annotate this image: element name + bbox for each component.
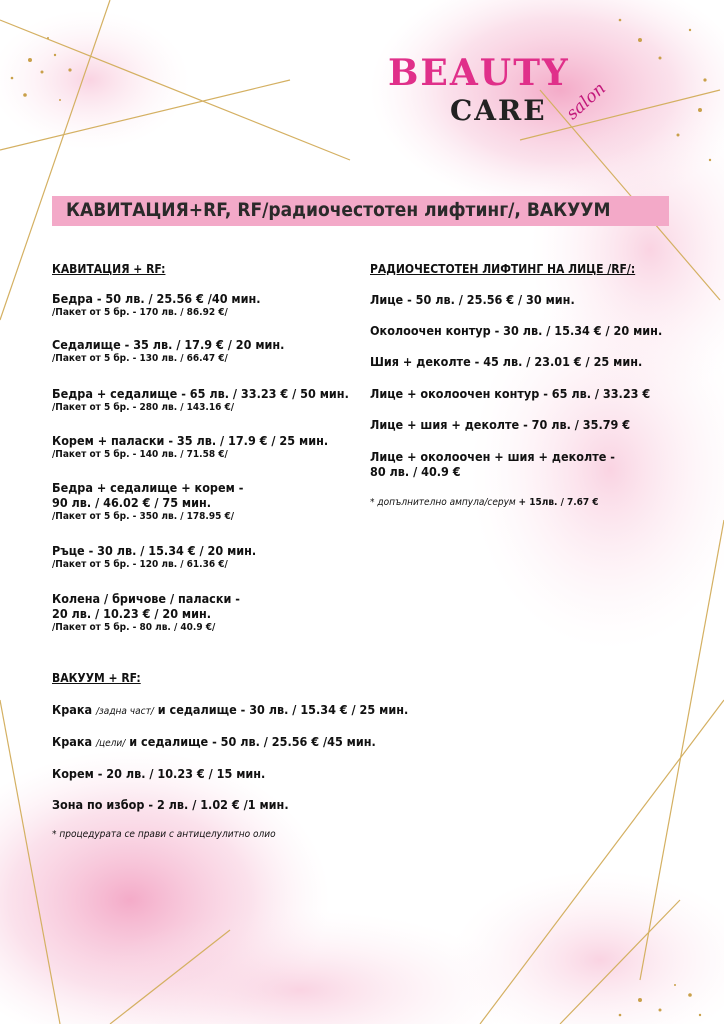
- item-package: /Пакет от 5 бр. - 80 лв. / 40.9 €/: [52, 622, 216, 633]
- price-item: [52, 386, 349, 415]
- item-package: /Пакет от 5 бр. - 350 лв. / 178.95 €/: [52, 511, 235, 522]
- item-qualifier: /задна част/: [95, 706, 154, 717]
- vacuum-section: [52, 671, 141, 685]
- item-main: Ръце - 30 лв. / 15.34 € / 20 мин.: [52, 543, 257, 558]
- price-item: [52, 702, 408, 719]
- logo-beauty: BEAUTY: [388, 52, 570, 94]
- section-heading: КАВИТАЦИЯ + RF:: [52, 262, 166, 276]
- price-item: [52, 337, 284, 366]
- note-text: * допълнително ампула/серум: [370, 497, 516, 508]
- price-item: [52, 591, 240, 635]
- logo-care: CARE: [450, 94, 547, 127]
- cavitation-section: [52, 262, 165, 276]
- item-main: Седалище - 35 лв. / 17.9 € / 20 мин.: [52, 337, 285, 352]
- page-title: КАВИТАЦИЯ+RF, RF/радиочестотен лифтинг/, ВАКУУМ: [66, 199, 611, 221]
- price-item: Шия + деколте - 45 лв. / 23.01 € / 25 мин.: [370, 354, 643, 369]
- rf-lifting-section: [370, 262, 635, 276]
- title-banner: [52, 196, 669, 226]
- item-main-cont: 80 лв. / 40.9 €: [370, 464, 461, 479]
- item-part-c: и седалище - 30 лв. / 15.34 € / 25 мин.: [157, 702, 409, 717]
- price-item: Околоочен контур - 30 лв. / 15.34 € / 20 мин.: [370, 323, 663, 338]
- item-main: Бедра - 50 лв. / 25.56 € /40 мин.: [52, 291, 261, 306]
- item-part-c: и седалище - 50 лв. / 25.56 € /45 мин.: [129, 734, 376, 749]
- price-item: Лице + шия + деколте - 70 лв. / 35.79 €: [370, 417, 631, 432]
- price-item: [52, 543, 256, 572]
- item-package: /Пакет от 5 бр. - 140 лв. / 71.58 €/: [52, 449, 228, 460]
- item-main-cont: 90 лв. / 46.02 € / 75 мин.: [52, 495, 212, 510]
- item-main: Корем + паласки - 35 лв. / 17.9 € / 25 мин.: [52, 433, 329, 448]
- price-item: [52, 433, 328, 462]
- item-main-cont: 20 лв. / 10.23 € / 20 мин.: [52, 606, 212, 621]
- item-package: /Пакет от 5 бр. - 120 лв. / 61.36 €/: [52, 559, 228, 570]
- price-item: [52, 734, 376, 751]
- brand-logo: [388, 52, 628, 142]
- price-item: [370, 449, 615, 479]
- item-package: /Пакет от 5 бр. - 280 лв. / 143.16 €/: [52, 402, 235, 413]
- section-heading: РАДИОЧЕСТОТЕН ЛИФТИНГ НА ЛИЦЕ /RF/:: [370, 262, 636, 276]
- section-heading: ВАКУУМ + RF:: [52, 671, 141, 685]
- oil-note: * процедурата се прави с антицелулитно олио: [52, 829, 276, 840]
- note-price: + 15лв. / 7.67 €: [518, 497, 599, 508]
- price-item: [52, 291, 261, 320]
- price-item: [52, 480, 243, 524]
- logo-salon: salon: [562, 78, 610, 124]
- item-qualifier: /цели/: [95, 738, 126, 749]
- item-main: Бедра + седалище + корем -: [52, 480, 244, 495]
- item-part-a: Крака: [52, 734, 93, 749]
- price-item: Лице - 50 лв. / 25.56 € / 30 мин.: [370, 292, 575, 307]
- price-item: Лице + околоочен контур - 65 лв. / 33.23 €: [370, 386, 651, 401]
- price-item: Корем - 20 лв. / 10.23 € / 15 мин.: [52, 766, 266, 781]
- item-main: Лице + околоочен + шия + деколте -: [370, 449, 615, 464]
- item-main: Бедра + седалище - 65 лв. / 33.23 € / 50 мин.: [52, 386, 349, 401]
- item-part-a: Крака: [52, 702, 93, 717]
- item-package: /Пакет от 5 бр. - 170 лв. / 86.92 €/: [52, 307, 228, 318]
- item-package: /Пакет от 5 бр. - 130 лв. / 66.47 €/: [52, 353, 228, 364]
- serum-note: [370, 497, 599, 508]
- price-item: Зона по избор - 2 лв. / 1.02 € /1 мин.: [52, 797, 289, 812]
- item-main: Колена / бричове / паласки -: [52, 591, 240, 606]
